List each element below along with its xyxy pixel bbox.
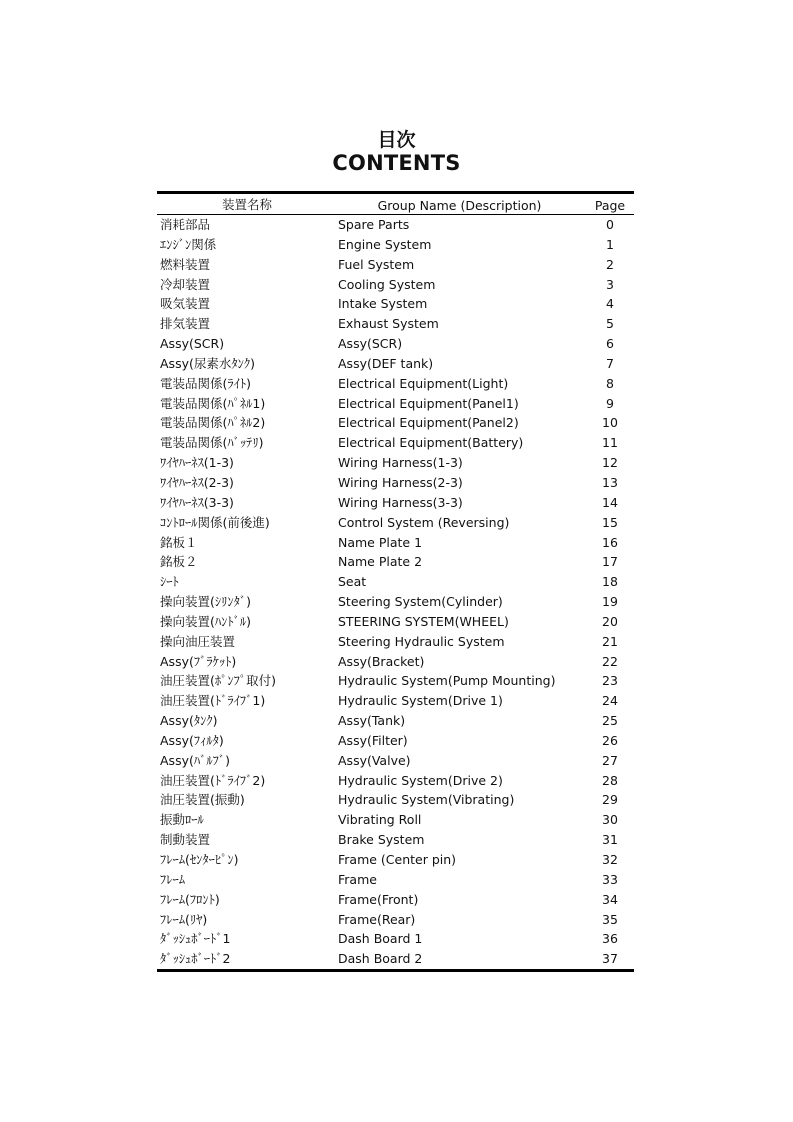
page-number-cell: 6: [606, 336, 614, 352]
group-name-cell: STEERING SYSTEM(WHEEL): [338, 613, 509, 629]
japanese-name-cell: 操向装置(ｼﾘﾝﾀﾞ): [160, 594, 252, 610]
group-name-cell: Frame(Front): [338, 891, 419, 907]
japanese-name-cell: ﾜｲﾔﾊｰﾈｽ(3-3): [160, 494, 234, 510]
table-row: [157, 751, 634, 771]
japanese-name-cell: 制動装置: [160, 832, 211, 848]
table-row: [157, 632, 634, 652]
group-name-cell: Name Plate 1: [338, 534, 423, 550]
group-name-cell: Dash Board 1: [338, 931, 423, 947]
table-row: [157, 671, 634, 691]
group-name-cell: Assy(Tank): [338, 713, 406, 729]
table-row: [157, 215, 634, 235]
page-number-cell: 12: [602, 455, 618, 471]
japanese-name-cell: 油圧装置(ﾄﾞﾗｲﾌﾞ2): [160, 772, 266, 788]
group-name-cell: Hydraulic System(Pump Mounting): [338, 673, 556, 689]
page-number-cell: 23: [602, 673, 618, 689]
page-number-cell: 22: [602, 653, 618, 669]
table-row: [157, 552, 634, 572]
page-number-cell: 37: [602, 951, 618, 967]
table-row: [157, 572, 634, 592]
header-group-name: Group Name (Description): [337, 193, 582, 215]
japanese-name-cell: ﾀﾞｯｼｭﾎﾞｰﾄﾞ2: [160, 951, 231, 967]
japanese-name-cell: 燃料装置: [160, 256, 211, 272]
group-name-cell: Cooling System: [338, 276, 436, 292]
page-number-cell: 27: [602, 752, 618, 768]
japanese-name-cell: ﾌﾚｰﾑ(ﾘﾔ): [160, 911, 208, 927]
group-name-cell: Wiring Harness(2-3): [338, 474, 463, 490]
table-row: [157, 394, 634, 414]
group-name-cell: Intake System: [338, 296, 428, 312]
group-name-cell: Frame (Center pin): [338, 852, 457, 867]
group-name-cell: Name Plate 2: [338, 554, 423, 570]
group-name-cell: Hydraulic System(Drive 1): [338, 693, 503, 709]
japanese-name-cell: ﾌﾚｰﾑ: [160, 871, 186, 887]
header-japanese-name: 装置名称: [157, 193, 337, 215]
group-name-cell: Exhaust System: [338, 316, 439, 332]
page-number-cell: 1: [606, 236, 614, 252]
japanese-name-cell: 吸気装置: [160, 296, 211, 312]
page-number-cell: 35: [602, 911, 618, 927]
group-name-cell: Control System (Reversing): [338, 514, 510, 530]
page-number-cell: 9: [606, 395, 614, 411]
table-row: [157, 493, 634, 513]
table-row: [157, 413, 634, 433]
group-name-cell: Electrical Equipment(Light): [338, 375, 509, 391]
page-number-cell: 26: [602, 732, 618, 748]
group-name-cell: Assy(Valve): [338, 752, 411, 768]
japanese-name-cell: ﾜｲﾔﾊｰﾈｽ(1-3): [160, 455, 234, 471]
page-number-cell: 24: [602, 693, 618, 709]
table-row: [157, 473, 634, 493]
japanese-name-cell: 銘板１: [160, 534, 198, 550]
japanese-name-cell: 油圧装置(ﾄﾞﾗｲﾌﾞ1): [160, 693, 266, 709]
page-number-cell: 29: [602, 792, 618, 808]
page-number-cell: 5: [606, 316, 614, 332]
page-number-cell: 36: [602, 931, 618, 947]
table-row: [157, 354, 634, 374]
table-row: [157, 374, 634, 394]
japanese-name-cell: 油圧装置(ﾎﾟﾝﾌﾟ取付): [160, 673, 277, 689]
group-name-cell: Assy(Bracket): [338, 653, 425, 669]
table-row: [157, 652, 634, 672]
group-name-cell: Assy(DEF tank): [338, 355, 434, 371]
group-name-cell: Steering Hydraulic System: [338, 633, 505, 649]
group-name-cell: Vibrating Roll: [338, 812, 422, 828]
page-number-cell: 13: [602, 474, 618, 490]
group-name-cell: Hydraulic System(Drive 2): [338, 772, 503, 788]
page-number-cell: 28: [602, 772, 618, 788]
page-number-cell: 17: [602, 554, 618, 570]
table-row: [157, 235, 634, 255]
header-page: Page: [582, 193, 634, 215]
table-row: [157, 294, 634, 314]
group-name-cell: Electrical Equipment(Battery): [338, 435, 524, 451]
japanese-name-cell: ﾌﾚｰﾑ(ﾌﾛﾝﾄ): [160, 891, 220, 907]
japanese-name-cell: 消耗部品: [160, 217, 211, 232]
page-number-cell: 16: [602, 534, 618, 550]
page-number-cell: 4: [606, 296, 614, 312]
group-name-cell: Wiring Harness(1-3): [338, 455, 463, 471]
japanese-name-cell: 冷却装置: [160, 276, 211, 292]
page-number-cell: 8: [606, 375, 614, 391]
group-name-cell: Frame(Rear): [338, 911, 416, 927]
table-row: [157, 592, 634, 612]
table-row: [157, 810, 634, 830]
page-number-cell: 11: [602, 435, 618, 451]
group-name-cell: Assy(SCR): [338, 336, 403, 352]
page-number-cell: 3: [606, 276, 614, 292]
japanese-name-cell: ﾜｲﾔﾊｰﾈｽ(2-3): [160, 474, 234, 490]
title-japanese: 目次: [377, 129, 416, 151]
page-number-cell: 21: [602, 633, 618, 649]
table-header-row: [157, 193, 634, 215]
group-name-cell: Brake System: [338, 832, 425, 848]
page-number-cell: 7: [606, 355, 614, 371]
group-name-cell: Spare Parts: [338, 217, 410, 232]
page-number-cell: 2: [606, 256, 614, 272]
japanese-name-cell: ｺﾝﾄﾛｰﾙ関係(前後進): [160, 514, 270, 530]
japanese-name-cell: ﾀﾞｯｼｭﾎﾞｰﾄﾞ1: [160, 931, 231, 947]
group-name-cell: Assy(Filter): [338, 732, 408, 748]
japanese-name-cell: Assy(ﾌﾞﾗｹｯﾄ): [160, 653, 237, 669]
page-number-cell: 32: [602, 852, 618, 867]
page-number-cell: 10: [602, 415, 618, 431]
table-row: [157, 731, 634, 751]
group-name-cell: Dash Board 2: [338, 951, 423, 967]
group-name-cell: Steering System(Cylinder): [338, 594, 503, 610]
group-name-cell: Fuel System: [338, 256, 415, 272]
page-number-cell: 34: [602, 891, 618, 907]
table-row: [157, 711, 634, 731]
table-row: [157, 929, 634, 949]
page-number-cell: 15: [602, 514, 618, 530]
japanese-name-cell: 油圧装置(振動): [160, 792, 245, 808]
table-row: [157, 453, 634, 473]
table-row: [157, 910, 634, 930]
japanese-name-cell: 振動ﾛｰﾙ: [160, 812, 204, 828]
table-row: [157, 870, 634, 890]
table-row: [157, 691, 634, 711]
group-name-cell: Electrical Equipment(Panel1): [338, 395, 519, 411]
japanese-name-cell: Assy(ﾀﾝｸ): [160, 713, 218, 729]
table-row: [157, 612, 634, 632]
table-row: [157, 771, 634, 791]
page-number-cell: 31: [602, 832, 618, 848]
table-row: [157, 890, 634, 910]
japanese-name-cell: ｼｰﾄ: [160, 574, 179, 590]
page-title: [0, 131, 793, 174]
table-row: [157, 275, 634, 295]
japanese-name-cell: Assy(ﾊﾞﾙﾌﾞ): [160, 752, 230, 768]
table-row: [157, 850, 634, 870]
japanese-name-cell: 操向装置(ﾊﾝﾄﾞﾙ): [160, 613, 252, 629]
japanese-name-cell: 操向油圧装置: [160, 633, 236, 649]
group-name-cell: Hydraulic System(Vibrating): [338, 792, 515, 808]
page-number-cell: 19: [602, 594, 618, 610]
japanese-name-cell: 電装品関係(ﾊﾟﾈﾙ2): [160, 415, 266, 431]
group-name-cell: Seat: [338, 574, 367, 590]
table-row: [157, 513, 634, 533]
title-english: CONTENTS: [332, 151, 461, 175]
japanese-name-cell: 電装品関係(ﾊﾞｯﾃﾘ): [160, 435, 264, 451]
group-name-cell: Frame: [338, 871, 377, 887]
table-row: [157, 533, 634, 553]
japanese-name-cell: Assy(ﾌｨﾙﾀ): [160, 732, 224, 748]
table-row: [157, 334, 634, 354]
group-name-cell: Engine System: [338, 236, 432, 252]
group-name-cell: Wiring Harness(3-3): [338, 494, 463, 510]
japanese-name-cell: Assy(SCR): [160, 336, 225, 352]
group-name-cell: Electrical Equipment(Panel2): [338, 415, 519, 431]
page-number-cell: 25: [602, 713, 618, 729]
contents-rows: [157, 215, 634, 971]
japanese-name-cell: ﾌﾚｰﾑ(ｾﾝﾀｰﾋﾟﾝ): [160, 852, 239, 867]
japanese-name-cell: 排気装置: [160, 316, 211, 332]
japanese-name-cell: ｴﾝｼﾞﾝ関係: [160, 236, 217, 252]
page-number-cell: 18: [602, 574, 618, 590]
japanese-name-cell: Assy(尿素水ﾀﾝｸ): [160, 355, 255, 371]
table-row: [157, 949, 634, 970]
table-row: [157, 790, 634, 810]
page-number-cell: 14: [602, 494, 618, 510]
page-number-cell: 20: [602, 613, 618, 629]
page-number-cell: 0: [606, 217, 614, 232]
japanese-name-cell: 電装品関係(ﾗｲﾄ): [160, 375, 252, 391]
page-number-cell: 30: [602, 812, 618, 828]
table-row: [157, 830, 634, 850]
table-row: [157, 433, 634, 453]
page-number-cell: 33: [602, 871, 618, 887]
table-row: [157, 255, 634, 275]
japanese-name-cell: 電装品関係(ﾊﾟﾈﾙ1): [160, 395, 266, 411]
japanese-name-cell: 銘板２: [160, 554, 198, 570]
table-row: [157, 314, 634, 334]
contents-table: [157, 191, 634, 972]
